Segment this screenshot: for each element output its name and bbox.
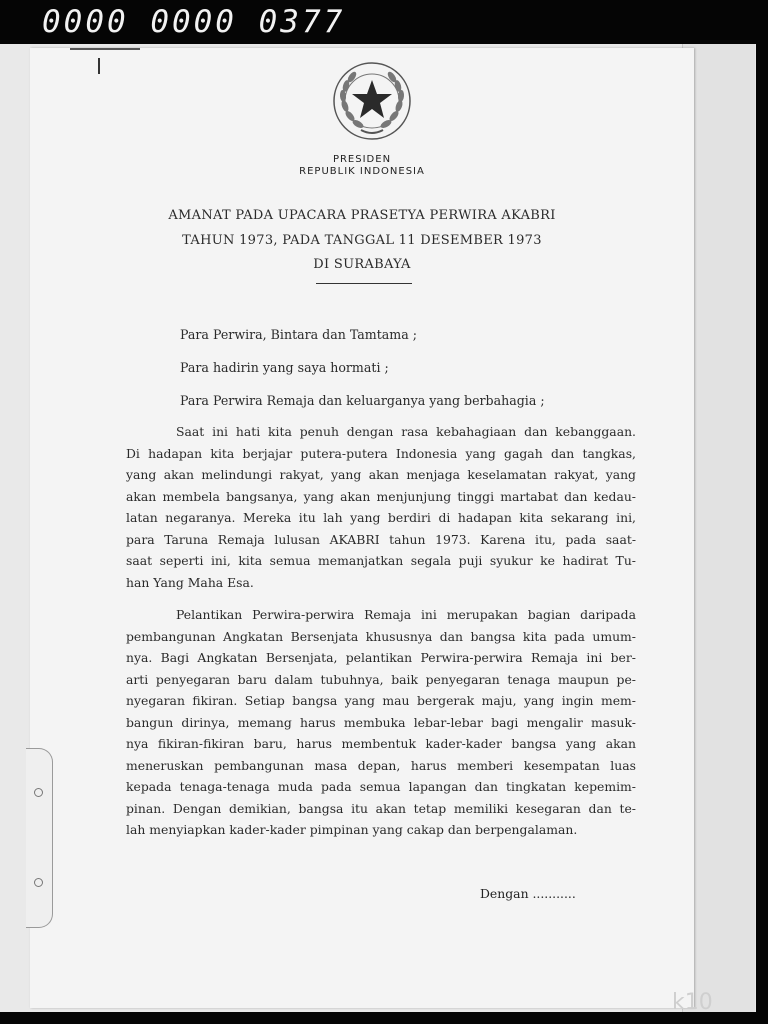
presidential-seal-icon — [331, 60, 413, 142]
text-line: akan membela bangsanya, yang akan menjunjung tinggi martabat dan kedau- — [126, 488, 636, 504]
document-title-line: TAHUN 1973, PADA TANGGAL 11 DESEMBER 1973 — [182, 233, 542, 248]
text-line: lah menyiapkan kader-kader pimpinan yang cakap dan berpengalaman. — [126, 822, 578, 837]
document-title-line: DI SURABAYA — [313, 257, 411, 272]
text-line: han Yang Maha Esa. — [126, 574, 254, 590]
text-line: Pelantikan Perwira-perwira Remaja ini merupakan bagian daripada — [176, 607, 636, 622]
salutation: Para Perwira, Bintara dan Tamtama ; — [180, 327, 417, 342]
text-line: Di hadapan kita berjajar putera-putera Indonesia yang gagah dan tangkas, — [126, 445, 636, 461]
salutation: Para Perwira Remaja dan keluarganya yang berbahagia ; — [180, 393, 545, 408]
text-line: pembangunan Angkatan Bersenjata khususnya dan bangsa kita pada umum- — [126, 628, 636, 644]
film-speck — [98, 58, 100, 74]
document-title-line: AMANAT PADA UPACARA PRASETYA PERWIRA AKABRI — [168, 208, 556, 223]
film-speck — [70, 48, 140, 50]
text-line: kepada tenaga-tenaga muda pada semua lapangan dan tingkatan kepemim- — [126, 779, 636, 794]
text-line: yang akan melindungi rakyat, yang akan menjaga keselamatan rakyat, yang — [126, 467, 636, 482]
text-line: latan negaranya. Mereka itu lah yang berdiri di hadapan kita sekarang ini, — [126, 510, 636, 525]
text-line: nya. Bagi Angkatan Bersenjata, pelantikan Perwira-perwira Remaja ini ber- — [126, 650, 636, 665]
microfilm-frame-number: 0000 0000 0377 — [42, 4, 346, 40]
text-line: nyegaran fikiran. Setiap bangsa yang mau bergerak maju, yang ingin mem- — [126, 693, 636, 708]
text-line: meneruskan pembangunan masa depan, harus memberi kesempatan luas — [126, 757, 636, 773]
text-line: para Taruna Remaja lulusan AKABRI tahun 1973. Karena itu, pada saat- — [126, 531, 636, 547]
text-line: Saat ini hati kita penuh dengan rasa kebahagiaan dan kebanggaan. — [176, 424, 636, 439]
title-underline — [316, 283, 412, 284]
corner-mark: k10 — [672, 990, 713, 1015]
text-line: pinan. Dengan demikian, bangsa itu akan tetap memiliki kesegaran dan te- — [126, 800, 636, 816]
text-line: saat seperti ini, kita semua memanjatkan segala puji syukur ke hadirat Tu- — [126, 553, 636, 568]
continuation-catchword: Dengan ........... — [480, 886, 576, 901]
header-republic: REPUBLIK INDONESIA — [299, 166, 425, 177]
paragraph-2 — [126, 604, 636, 841]
salutation: Para hadirin yang saya hormati ; — [180, 360, 389, 375]
binder-tab — [26, 748, 53, 928]
punch-hole — [34, 878, 43, 887]
header-president: PRESIDEN — [332, 154, 392, 165]
text-line: nya fikiran-fikiran baru, harus membentuk kader-kader bangsa yang akan — [126, 736, 636, 751]
text-line: bangun dirinya, memang harus membuka lebar-lebar bagi mengalir masuk- — [126, 714, 636, 730]
punch-hole — [34, 788, 43, 797]
document-page — [30, 48, 694, 1008]
text-line: arti penyegaran baru dalam tubuhnya, baik penyegaran tenaga maupun pe- — [126, 671, 636, 687]
paragraph-1 — [126, 421, 636, 593]
